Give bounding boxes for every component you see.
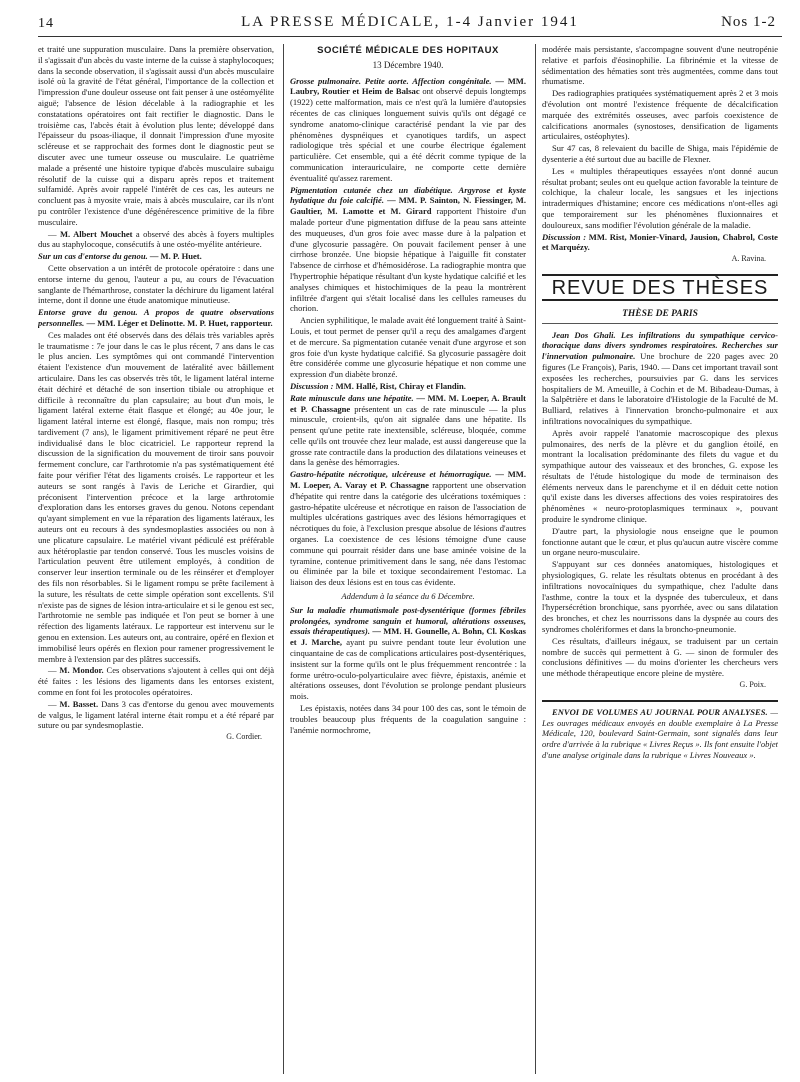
- article-title: Pigmentation cutanée chez un diabétique. Argyrose et kyste hydatique du foie calcifié.: [290, 184, 526, 206]
- discussion-names: MM. Rist, Monier-Vinard, Jausion, Chabrol, Coste et Marquézy.: [542, 231, 778, 253]
- notice-box: [542, 700, 778, 761]
- paragraph-text: ont observé depuis longtemps (1922) cette malformation, mais ce n'est qu'à la lumière d'autopsies récentes de cas cliniques longuement suivis qu'ils ont dégagé ce syndrome anatomo-clinique caractérisé pendant la vie par des phénomènes dyspnéiques et cyanotiques tardifs, un aspect radiologique très spécial et une courbe électrique également particulière. Cet ensemble, qui a été décrit comme typique de la communication interauriculaire, ne comporte cette dernière éventualité qu'assez rarement.: [290, 86, 526, 183]
- paragraph-text: Ces observations s'ajoutent à celles qui ont déjà été faites : les lésions des ligaments dans les entorses existent, comme en font foi les protocoles opératoires.: [38, 665, 274, 698]
- paragraph: — M. Mondor. Ces observations s'ajoutent à celles qui ont déjà été faites : les lésions des ligaments dans les entorses existent, comme en font foi les protocoles opératoires.: [38, 665, 274, 698]
- article-title: Entorse grave du genou. A propos de quatre observations personnelles.: [38, 307, 274, 328]
- author-name: M. Basset.: [59, 698, 99, 709]
- signature: A. Ravina.: [731, 254, 766, 264]
- article-title: Sur la maladie rhumatismale post-dysentérique (formes fébriles prolongées, syndrome sanguin et humoral, altérations osseuses, essais thérapeutiques).: [290, 604, 526, 637]
- thesis-title: Jean Dos Ghali. Les infiltrations du sympathique cervico-thoracique dans divers syndromes respiratoires. Recherches sur l'innervation pulmonaire.: [542, 329, 778, 362]
- section-heading: SOCIÉTÉ MÉDICALE DES HOPITAUX: [317, 45, 499, 56]
- paragraph: et traité une suppuration musculaire. Dans la première observation, il s'agissait d'un abcès du vaste interne de la cuisse à staphylocoques; dans la seconde observation, il s'agissait aussi d'un abcès musculaire isolé où la gravité de l'état général, l'importance de la collection et l'impression d'une douleur osseuse ont fait penser à une ostéomyélite aiguë; l'absence de lésion décelable à la radiographie et les constatations opératoires ont fait rectifier le diagnostic. Dans le troisième cas, l'abcès était à évolution plus lente; développé dans l'épaisseur du psoas-iliaque, il donnait l'impression d'une myosite scléreuse et se rapprochait des formes dont le diagnostic peut se discuter avec une tumeur osseuse ou musculaire. Le quatrième malade a présenté une histoire typique d'abcès musculaire subaigu résolutif de la cuisse qui a disparu après repos et traitement sulfamidé. Après avoir rappelé l'intérêt de ces cas, les auteurs ne concluent pas à myosite vraie, mais à abcès musculaire, car ils n'ont pu contrôler l'existence d'une dégénérescence primitive de la fibre musculaire.: [38, 44, 274, 227]
- discussion: [290, 381, 526, 392]
- author-name: M. Mondor.: [59, 665, 104, 676]
- article-authors: — MM. M. Loeper, A. Brault et P. Chassagne: [290, 392, 526, 414]
- column-2: [290, 44, 526, 1074]
- column-1: [38, 44, 274, 1074]
- paragraph: S'appuyant sur ces données anatomiques, histologiques et physiologiques, G. relate les résultats obtenus en procédant à des infiltrations novocaïniques du sympathique, chez l'adulte dans l'asthme, contre la toux et la dyspnée des tuberculeux, et dans l'hypersécrétion bronchique, sans pyorrhée, avec ou sans dilatation des bronches, et chez les nourrissons dans la dyspnée au cours des syndromes cholériformes et dans la broncho-pneumonie.: [542, 559, 778, 635]
- article-authors: — M. P. Huet.: [147, 251, 202, 262]
- page-number: 14: [38, 16, 54, 31]
- discussion-label: Discussion :: [290, 380, 334, 391]
- article-heading: [38, 307, 274, 329]
- column-divider: [283, 44, 284, 1074]
- thesis-review: [542, 330, 778, 427]
- paragraph: Les épistaxis, notées dans 34 pour 100 des cas, sont le témoin de troubles beaucoup plus fréquents de la coagulation sanguine : l'anémie normochrome,: [290, 703, 526, 735]
- paragraph: Ces malades ont été observés dans des délais très variables après le traumatisme : 7e jour dans le cas le plus récent, 7 ans dans le cas le plus ancien. Les symptômes qui ont commandé l'intervention étaient l'existence d'un mouvement de latéralité avec bâillement articulaire. Dans les cas observés très tôt, le ligament latéral interne était déchiré et détaché de son insertion tibiale ou atrophique et difficile à reconnaître du plan capsulaire; au bout d'un mois, le ligament latéral externe était flasque et élongé; au 40e jour, le ligament latéral interne est élongé, flasque, mais non rompu; très tardivement (7 ans), le ligament primitivement réparé ne peut être individualisé dans le bloc cicatriciel. Le rapporteur reprend la discussion de la signification du mouvement de tiroir sans pouvoir fermement conclure, car l'arthrotomie n'a pas systématiquement été faite pour vérifier l'état des ligaments croisés. Le rapporteur et les auteurs se sont rangés à l'avis de Leriche et Girardier, qui préconisent l'intervention précoce et la large arthrotomie d'exploration dans les entorses graves du genou. Notons cependant qu'ayant simplement en vue la réparation des ligaments latéraux, les auteurs ont eu recours à des syndesmoplasties associées ou non à une plicature capsulaire. Le matériel vivant pédiculé est préférable aux hétéroplastie par tendon conservé. Tous les muscles voisins de l'articulation peuvent être utilement employés, à condition de conserver leur insertion terminale ou de les réinsérer et d'employer des fils non résorbables. Si le ligament rompu se prête facilement à la suture, les résultats de cette simple opération sont excellents. S'il n'existe pas de signes de lésion intra-articulaire et si le genou est sec, l'arthrotomie ne semble pas indiquée et l'on peut se borner à une réfection des ligaments latéraux. Le rapporteur est intervenu sur le genou en extension. Les auteurs ont, au contraire, opéré en flexion et immobilisé leurs opérés en flexion pour ramener progressivement le membre à l'extension par des plâtres successifs.: [38, 329, 274, 664]
- article-heading: [38, 251, 274, 262]
- paragraph-text: Une brochure de 220 pages avec 20 figures (Le François), Paris, 1940. — Dans cet important travail sont exposées les recherches, poursuivies par G. dans les services hospitaliers de M. Ameuille, à Cochin et de M. Bibadeau-Dumas, à la Salpêtrière et dans le laboratoire d'Histologie de la Faculté de M. Bulliard, relatives à l'innervation broncho-pulmonaire et aux infiltrations novocaïniques du sympathique.: [542, 351, 778, 426]
- article-authors: — MM. M. Loeper, A. Varay et P. Chassagne: [290, 469, 526, 491]
- paragraph: Ancien syphilitique, le malade avait été longuement traité à Saint-Louis, et tout permet de penser qu'il a reçu des amalgames d'argent et de mercure. Sa pigmentation cutanée venait d'une argyrose et son gros foie d'un kyste hydatique calcifié. Sa glycosurie passagère doit être considérée comme une glycosurie hépatique et non comme une expression d'un diabète bronzé.: [290, 315, 526, 380]
- column-3: [542, 44, 778, 1074]
- addendum-note: Addendum à la séance du 6 Décembre.: [341, 591, 475, 602]
- author-name: M. Albert Mouchet: [59, 228, 133, 239]
- paragraph: Les « multiples thérapeutiques essayées n'ont donné aucun résultat probant; seules ont eu quelque action favorable la teinture de colchique, la chaleur locale, les sangsues et les injections intradermiques d'histamine; encore ces médications n'ont-elles agi que temporairement sur les phénomènes fluxionnaires et douloureux, sans modifier l'évolution générale de la maladie.: [542, 165, 778, 230]
- article-title: Grosse pulmonaire. Petite aorte. Affection congénitale.: [290, 75, 492, 86]
- paragraph-text: présentent un cas de rate minuscule — la plus minuscule, croient-ils, qu'on ait signalée dans une hépatite. Ils pensent qu'une petite rate inextensible, scléreuse, bloquée, comme celle qu'ils ont trouvée chez leur malade, est aussi dangereuse que la grosse rate contractile dans la production des dilatations veineuses et dans la genèse des hémorragies.: [290, 403, 526, 468]
- paragraph-text: Dans 3 cas d'entorse du genou avec mouvements de valgus, le ligament latéral interne était rompu et a été réparé par suture ou par syndesmoplastie.: [38, 698, 274, 731]
- subsection-heading: THÈSE DE PARIS: [542, 309, 778, 324]
- paragraph-text: ayant pu suivre pendant toute leur évolution une cinquantaine de cas de complications articulaires post-dysentériques, insistent sur la forme qu'ils ont le plus fréquemment rencontrée : la forme urétro-oculo-polyarticulaire avec fièvre, épistaxis, anémie et altérations osseuses, dont l'évolution se prolonge pendant plusieurs mois.: [290, 637, 526, 702]
- paragraph: Ces résultats, d'ailleurs inégaux, se traduisent par un certain nombre de succès qui permettent à G. — sinon de formuler des conclusions définitives — du moins d'orienter les chercheurs vers une méthode thérapeutique encore pleine de mystère.: [542, 635, 778, 679]
- article-authors: — MM. H. Gounelle, A. Bohn, Cl. Koskas et J. Marche,: [290, 626, 526, 648]
- article: [290, 605, 526, 702]
- text-columns: [38, 44, 782, 1074]
- article: [290, 76, 526, 184]
- signature: G. Cordier.: [226, 732, 262, 742]
- article-authors: — MM. P. Sainton, N. Fiessinger, M. Gaultier, M. Lamotte et M. Girard: [290, 195, 526, 217]
- session-date: 13 Décembre 1940.: [372, 59, 444, 70]
- issue-number: Nos 1-2: [721, 14, 776, 30]
- notice-body: — Les ouvrages médicaux envoyés en double exemplaire à La Presse Médicale, 120, boulevard Saint-Germain, sont signalés dans leur ordre d'arrivée à la rubrique « Livres Reçus ». Ils font ensuite l'objet d'une analyse originale dans la rubrique « Livres Nouveaux ».: [542, 706, 778, 761]
- paragraph: modérée mais persistante, s'accompagne souvent d'une neutropénie relative et parfois d'éosinophilie. La fibrinémie et la vitesse de sédimentation des hématies sont très augmentées, comme dans tout rhumatisme.: [542, 44, 778, 87]
- paragraph-text: rapportent l'histoire d'un malade porteur d'une pigmentation diffuse de la peau sans atteinte des muqueuses, d'un gros foie avec masse dure à la palpation et d'une glycosurie passagère. On pouvait facilement penser à une cirrhose bronzée. Une biopsie hépatique à l'aiguille fit constater l'absence de cirrhose et d'hémosidérose. La radiographie montra que l'hypertrophie hépatique résultant d'un kyste hydatique calcifié et les analyses chimiques et histochimiques de la peau la montrèrent infiltrée d'argent qui s'était localisé dans les cellules rameuses du chorion.: [290, 206, 526, 314]
- section-banner: REVUE DES THÈSES: [542, 274, 778, 301]
- discussion-label: Discussion :: [542, 231, 587, 242]
- paragraph: D'autre part, la physiologie nous enseigne que le poumon fonctionne autant que le cœur, et plus qu'aucun autre viscère comme un organe neuro-musculaire.: [542, 525, 778, 558]
- paragraph: Des radiographies pratiquées systématiquement après 2 et 3 mois d'évolution ont montré l'existence fréquente de décalcification marquée des extrémités osseuses, avec parfois coexistence de calcifications anormales (synostoses, densification de ligaments articulaires, ostéophytes).: [542, 88, 778, 142]
- article: [290, 185, 526, 315]
- paragraph: — M. Basset. Dans 3 cas d'entorse du genou avec mouvements de valgus, le ligament latéral interne était rompu et a été réparé par suture ou par syndesmoplastie.: [38, 698, 274, 731]
- notice-title: ENVOI DE VOLUMES AU JOURNAL POUR ANALYSES.: [552, 706, 768, 717]
- article-title: Gastro-hépatite nécrotique, ulcéreuse et hémorragique.: [290, 469, 492, 480]
- article: [290, 393, 526, 469]
- article-title: Rate minuscule dans une hépatite.: [290, 392, 414, 403]
- paragraph-text: rapportent une observation d'hépatite qui rentre dans la catégorie des ulcérations toxémiques : gastro-hépatite ulcéreuse et nécrotique en raison de l'association de multiples ulcérations gastriques avec des lésions hémorragiques et nécrotiques du foie, à l'exclusion presque absolue de lésions d'autres organes. La coexistence de ces lésions témoigne d'une cause commune qui pourrait résider dans une base aminée voisine de la tyramine, contenue primitivement dans le sang, née dans l'estomac ou éliminée par la bile et toxique secondairement l'estomac. La liaison des deux lésions est en tous cas évidente.: [290, 480, 526, 588]
- paragraph: Après avoir rappelé l'anatomie macroscopique des plexus pulmonaires, des nerfs de la plèvre et du ganglion étoilé, en montrant la localisation prédominante des filets du vague et du sympathique autour des vaisseaux et des bronches, G. expose les résultats de l'étude histologique du mode de terminaison des éléments nerveux dans le parenchyme et il en déduit cette notion qu'il existe dans les diverses affections des voies respiratoires des phénomènes « neuro-protoplasmiques terminaux », pouvant produire le syndrome clinique.: [542, 427, 778, 525]
- column-divider: [535, 44, 536, 1074]
- signature: G. Poix.: [739, 680, 766, 690]
- article-authors: — MM. Léger et Delinotte. M. P. Huet, rapporteur.: [84, 317, 273, 328]
- notice-text: [542, 707, 778, 761]
- journal-title: LA PRESSE MÉDICALE, 1-4 Janvier 1941: [241, 14, 579, 30]
- discussion-names: MM. Hallé, Rist, Chiray et Flandin.: [333, 380, 466, 391]
- article: [290, 469, 526, 588]
- paragraph: — M. Albert Mouchet a observé des abcès à foyers multiples dus au staphylocoque, consécutifs à une ostéo-myélite antérieure.: [38, 228, 274, 250]
- page-header: [38, 12, 782, 37]
- paragraph: Cette observation a un intérêt de protocole opératoire : dans une entorse interne du genou, l'auteur a pu, au cours de l'évacuation sanglante de l'hémarthrose, constater la déchirure du ligament latéral interne, dont il donne une étude anatomique minutieuse.: [38, 262, 274, 306]
- discussion: [542, 232, 778, 254]
- article-title: Sur un cas d'entorse du genou.: [38, 251, 148, 262]
- paragraph: Sur 47 cas, 8 relevaient du bacille de Shiga, mais l'épidémie de dysenterie a été surtout due au bacille de Flexner.: [542, 143, 778, 164]
- article-authors: — MM. Laubry, Routier et Heim de Balsac: [290, 75, 526, 97]
- paragraph-text: a observé des abcès à foyers multiples dus au staphylocoque, consécutifs à une ostéo-myélite antérieure.: [38, 228, 274, 250]
